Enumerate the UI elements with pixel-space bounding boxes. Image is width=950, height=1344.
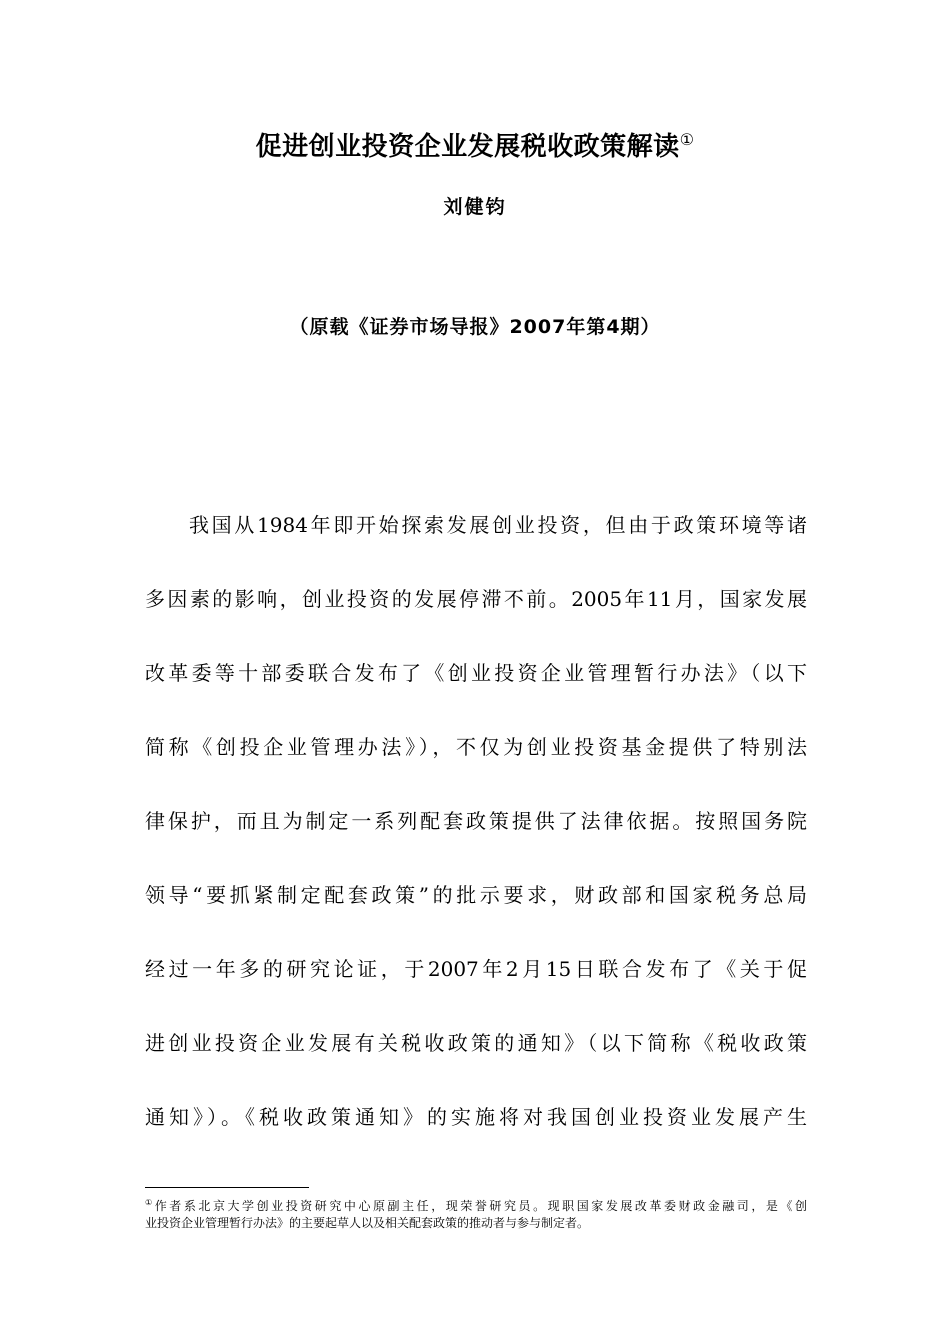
footnote-line [145,1194,807,1215]
body-line: 通知》）。《税收政策通知》的实施将对我国创业投资业发展产生 [145,1105,807,1129]
body-line: 多因素的影响，创业投资的发展停滞不前。2005年11月，国家发展 [145,587,807,611]
body-line: 改革委等十部委联合发布了《创业投资企业管理暂行办法》（以下 [145,661,807,685]
footnote-mark: ① [145,1198,155,1207]
footnote [145,1194,807,1232]
footnote-separator [145,1187,309,1188]
footnote-line: 业投资企业管理暂行办法》的主要起草人以及相关配套政策的推动者与参与制定者。 [145,1216,590,1230]
source-note: （原载《证券市场导报》2007年第4期） [289,316,661,338]
body-line: 经过一年多的研究论证，于2007年2月15日联合发布了《关于促 [145,957,807,981]
body-paragraph [145,500,807,1166]
body-line: 进创业投资企业发展有关税收政策的通知》（以下简称《税收政策 [145,1031,807,1055]
footnote-text: 作者系北京大学创业投资研究中心原副主任，现荣誉研究员。现职国家发展改革委财政金融司，是《创 [154,1199,807,1213]
body-line: 我国从1984年即开始探索发展创业投资，但由于政策环境等诸 [189,513,807,537]
title-footnote-mark: ① [679,130,695,149]
title-text: 促进创业投资企业发展税收政策解读 [255,132,680,162]
document-title [0,120,950,167]
author-name: 刘健钧 [443,196,507,218]
body-line: 律保护，而且为制定一系列配套政策提供了法律依据。按照国务院 [145,809,807,833]
body-line: 领导“要抓紧制定配套政策”的批示要求，财政部和国家税务总局 [145,883,807,907]
body-line: 简称《创投企业管理办法》），不仅为创业投资基金提供了特别法 [145,735,807,759]
